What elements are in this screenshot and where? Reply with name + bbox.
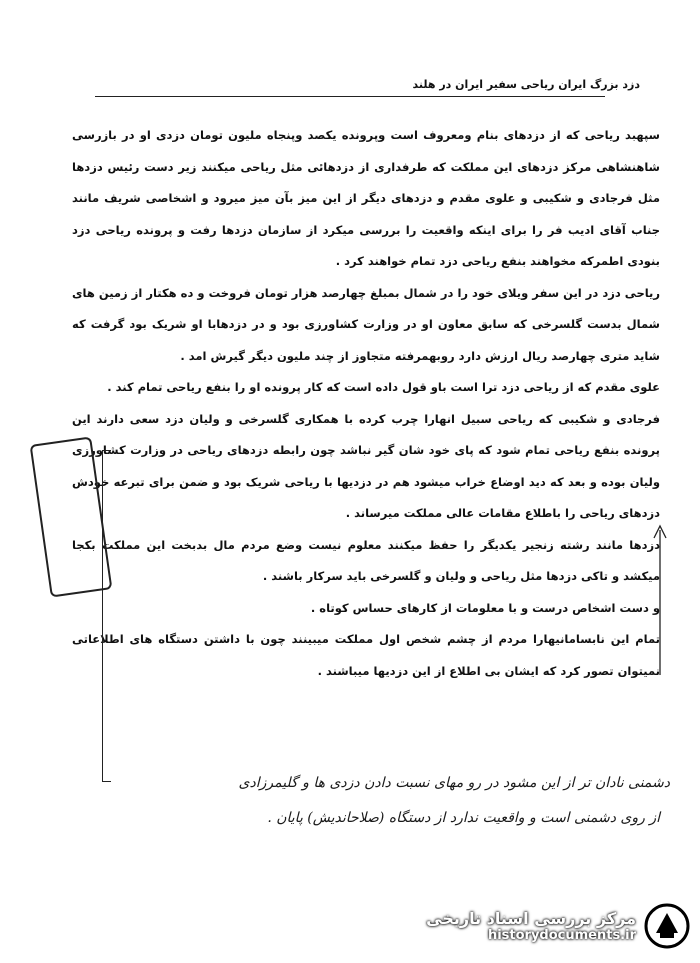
handwritten-note-2: از روی دشمنی است و واقعیت ندارد از دستگاه (صلاحاندیش) پایان . <box>267 810 660 826</box>
watermark-name: مرکز بررسی اسناد تاریخی <box>426 909 636 928</box>
margin-bracket <box>102 450 111 782</box>
margin-arrow-icon <box>650 520 670 680</box>
paragraph-2: ریاحی دزد در این سفر ویلای خود را در شمال بمبلغ چهارصد هزار تومان فروخت و ده هکتار از زمین های شمال بدست گلسرخی که سابق معاون او در وزارت کشاورزی بود و در دزدهابا او شریک بود گرفت که شاید متری چهارصد ریال ارزش دارد روبهمرفته متجاوز از چند ملیون دیگر گیرش امد . <box>72 285 660 363</box>
handwritten-note-1: دشمنی نادان تر از این مشود در رو مهای نسبت دادن دزدی ها و گلیمرزادی <box>238 775 670 791</box>
paragraph-4: فرجادی و شکیبی که ریاحی سبیل انهارا چرب کرده با همکاری گلسرخی و ولیان دزد سعی دارند این پرونده بنفع ریاحی تمام شود که پای خود شان گیر نباشد چون رابطه دزدهای ریاحی در وزارت کشاورزی ولیان بوده و بعد که دید اوضاع خراب میشود هم در دزدیها با ریاحی شریک بود و ضمن برای تبرعه خودش دزدهای ریاحی را باطلاع مقامات عالی مملکت میرساند . <box>72 411 660 520</box>
watermark-site: historydocuments.ir <box>487 928 636 943</box>
paragraph-6: و دست اشخاص درست و با معلومات از کارهای حساس کوتاه . <box>310 600 660 615</box>
paragraph-5: دزدها مانند رشته زنجیر یکدیگر را حفظ میکنند معلوم نیست وضع مردم مال بدبخت این مملکت بکجا میکشد و تاکی دزدها مثل ریاحی و ولیان و گلسرخی باید سرکار باشند . <box>72 537 660 583</box>
archive-watermark <box>426 903 690 949</box>
document-title: دزد بزرگ ایران ریاحی سفیر ایران در هلند <box>412 78 640 91</box>
paragraph-1: سپهبد ریاحی که از دزدهای بنام ومعروف است وپرونده یکصد وپنجاه ملیون تومان دزدی او در بازرسی شاهنشاهی مرکز دزدهای این مملکت که طرفداری از دزدهائی مثل ریاحی میکنند زیر دست رئیس دزدها مثل فرجادی و شکیبی و علوی مقدم و دزدهای دیگر از این میز بآن میز میرود و اشخاصی شریف مانند جناب آقای ادیب فر را برای اینکه واقعیت را بررسی میکرد از سازمان دزدها رفت و پرونده ریاحی دزد بنودی اطمرکه مخواهند بنفع ریاحی دزد تمام خواهند کرد . <box>72 128 660 268</box>
document-body <box>72 120 660 687</box>
archive-logo-icon <box>644 903 690 949</box>
title-underline <box>95 96 605 97</box>
paragraph-3: علوی مقدم که از ریاحی دزد ترا است باو قول داده است که کار پرونده او را بنفع ریاحی تمام کند . <box>107 380 660 394</box>
paragraph-7: تمام این نابسامانیهارا مردم از چشم شخص اول مملکت میبینند چون با داشتن دستگاه های اطلاعاتی نمیتوان تصور کرد که ایشان بی اطلاع از این دزدیها میباشند . <box>72 632 660 678</box>
